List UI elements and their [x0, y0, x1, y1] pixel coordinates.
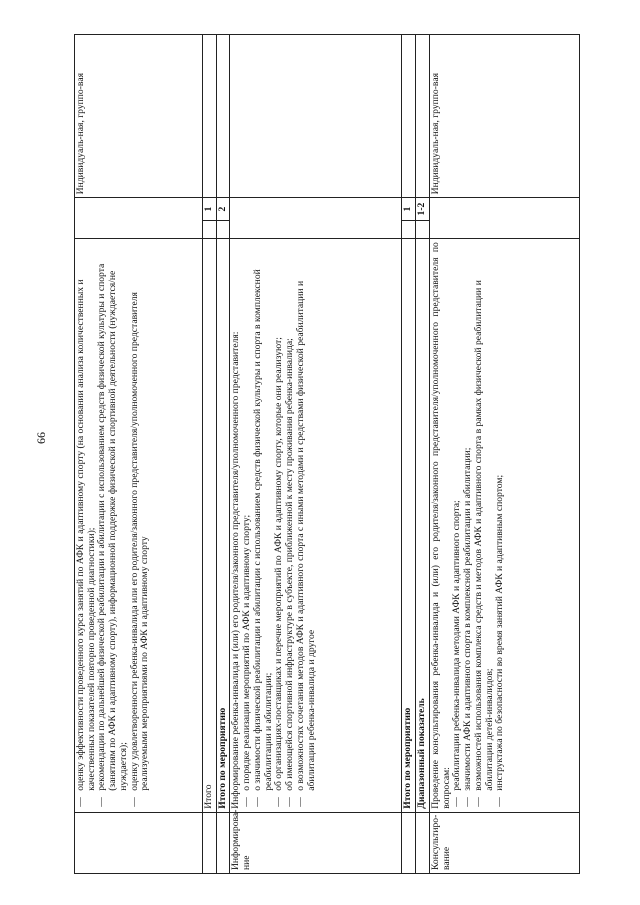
- list-item: — рекомендации по дальнейшей физической реабилитации и абилитации с использованием средств физической культуры и спорта (занятиям по АФК и адаптивному спорту), информационной поддержке физической и спортивной деятельности (нуждается/не нуждается);: [97, 242, 129, 809]
- consulting-lead: Проведение консультирования ребенка-инвалида и (или) его родителя/законного представителя/уполномоченного представителя по вопросам:: [429, 242, 452, 809]
- form-cell: [203, 35, 217, 198]
- informing-list: [242, 242, 317, 809]
- list-item: — о значимости физической реабилитации и абилитации с использованием средств физической культуры и спорта в комплексной реабилитации и абилитации;: [253, 242, 274, 809]
- activity-name-cell: [402, 812, 416, 873]
- list-item: — возможностей использования комплекса средств и методов АФК и адаптивного спорта в рамках физической реабилитации и абилитации детей-инвалидов;: [474, 242, 495, 809]
- table-row: [402, 35, 416, 874]
- form-cell: [416, 35, 430, 198]
- evaluation-list: [76, 242, 151, 809]
- activity-name-cell: [416, 812, 430, 873]
- empty-cell: [416, 220, 430, 238]
- itogo-label: Итого по мероприятию: [402, 239, 416, 813]
- count-cell: [230, 198, 402, 239]
- list-item: — о возможностях сочетания методов АФК и адаптивного спорта с иными методами и средствами физической реабилитации и абилитации ребенка-инвалида и другое: [296, 242, 317, 809]
- total-label: Итого: [203, 239, 217, 813]
- rotated-table-page: [74, 34, 506, 874]
- itogo-label: Итого по мероприятию: [216, 239, 230, 813]
- count-cell: [75, 198, 203, 239]
- list-item: — реабилитации ребенка-инвалида методами АФК и адаптивного спорта;: [452, 242, 463, 809]
- informing-lead: Информирование ребенка-инвалида и (или) его родителя/законного представителя/уполномоченного представителя:: [230, 331, 242, 809]
- list-item: — значимости АФК и адаптивного спорта в комплексной реабилитации и абилитации;: [463, 242, 474, 809]
- range-value: 1-2: [416, 198, 430, 220]
- empty-cell: [216, 220, 230, 238]
- list-item: — инструктажа по безопасности во время занятий АФК и адаптивным спортом;: [495, 242, 506, 809]
- description-cell: [75, 239, 203, 813]
- description-cell: [429, 239, 579, 813]
- list-item: — оценку удовлетворенности ребенка-инвалида или его родителя/законного представителя/уполномоченного представителя реализуемыми мероприятиями по АФК и адаптивному спорту: [130, 242, 151, 809]
- activity-name-consulting: Консультиро-вание: [429, 812, 579, 873]
- form-cell: [230, 35, 402, 198]
- list-item: — оценку эффективности проведенного курса занятий по АФК и адаптивному спорту (на основании анализа количественных и качественных показателей повторно проведенной диагностики);: [76, 242, 97, 809]
- total-value: 1: [203, 198, 217, 220]
- table-row: [216, 35, 230, 874]
- empty-cell: [402, 220, 416, 238]
- range-label: Диапазонный показатель: [416, 239, 430, 813]
- list-item: — об организациях-поставщиках и перечне мероприятий по АФК и адаптивному спорту, которые они реализуют;: [274, 242, 285, 809]
- table-row: [416, 35, 430, 874]
- table-row: [230, 35, 402, 874]
- form-cell: Индивидуаль-ная, группо-вая: [429, 35, 579, 198]
- description-cell: [230, 239, 402, 813]
- activity-name-cell: [216, 812, 230, 873]
- activity-name-cell: [203, 812, 217, 873]
- table-row: [429, 35, 579, 874]
- form-cell: Индивидуаль-ная, группо-вая: [75, 35, 203, 198]
- form-cell: [216, 35, 230, 198]
- list-item: — о порядке реализации мероприятий по АФК и адаптивному спорту;: [242, 242, 253, 809]
- form-cell: [402, 35, 416, 198]
- activity-name-informing: Информирова-ние: [230, 812, 402, 873]
- activity-name-cell: [75, 812, 203, 873]
- consulting-list: [452, 242, 506, 809]
- itogo-value: 2: [216, 198, 230, 220]
- page-number: 66: [34, 432, 48, 444]
- table-row: [203, 35, 217, 874]
- empty-cell: [203, 220, 217, 238]
- itogo-value: 1: [402, 198, 416, 220]
- table-row: [75, 35, 203, 874]
- count-cell: [429, 198, 579, 239]
- activities-table: [74, 34, 580, 874]
- list-item: — об имеющейся спортивной инфраструктуре в субъекте, приближенной к месту проживания ребенка-инвалида;: [285, 242, 296, 809]
